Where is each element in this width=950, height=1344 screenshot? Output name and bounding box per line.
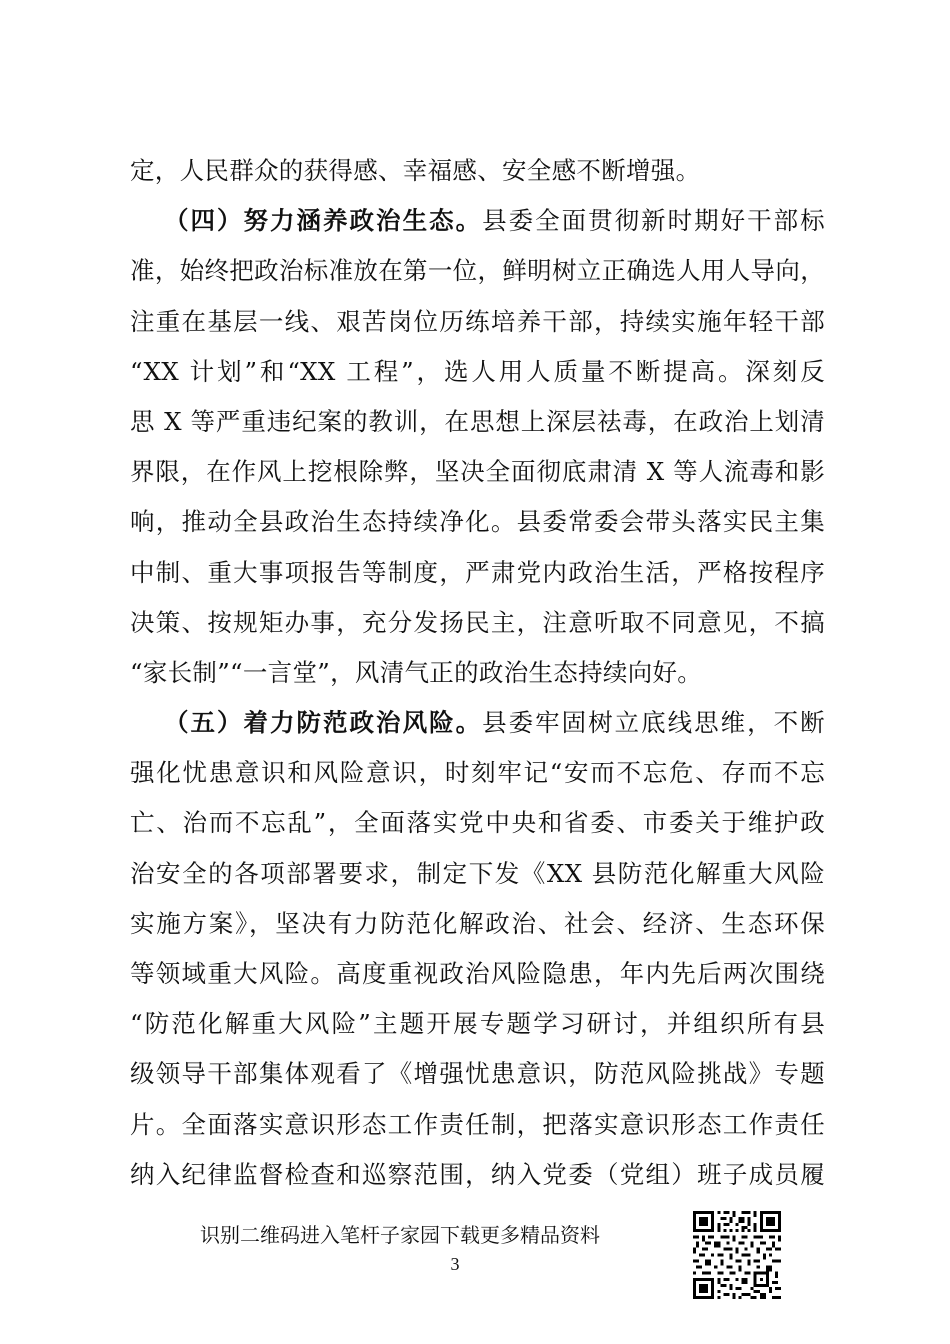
paragraph-line: 决策、按规矩办事，充分发扬民主，注意听取不同意见，不搞 <box>130 607 825 637</box>
paragraph-line-text: 县委牢固树立底线思维，不断 <box>482 708 825 738</box>
paragraph-line: 思 X 等严重违纪案的教训，在思想上深层祛毒，在政治上划清 <box>130 406 825 436</box>
paragraph-line: 等领域重大风险。高度重视政治风险隐患，年内先后两次围绕 <box>130 959 825 988</box>
paragraph-line: 治安全的各项部署要求，制定下发《XX 县防范化解重大风险 <box>130 858 825 888</box>
paragraph-line: 注重在基层一线、艰苦岗位历练培养干部，持续实施年轻干部 <box>130 306 825 336</box>
paragraph-line-text: 县委全面贯彻新时期好干部标 <box>482 206 825 236</box>
section-heading-line <box>130 698 825 748</box>
paragraph-line: 定，人民群众的获得感、幸福感、安全感不断增强。 <box>130 156 701 185</box>
paragraph-line: 实施方案》，坚决有力防范化解政治、社会、经济、生态环保 <box>130 908 825 938</box>
qr-code-icon[interactable] <box>693 1211 781 1299</box>
paragraph-line: “家长制”“一言堂”，风清气正的政治生态持续向好。 <box>130 657 703 687</box>
paragraph-line: 片。全面落实意识形态工作责任制，把落实意识形态工作责任 <box>130 1109 825 1139</box>
paragraph-line: 响，推动全县政治生态持续净化。县委常委会带头落实民主集 <box>130 507 825 537</box>
paragraph-line: 亡、治而不忘乱”，全面落实党中央和省委、市委关于维护政 <box>130 808 825 838</box>
page-number: 3 <box>450 1254 460 1274</box>
download-promo-text: 识别二维码进入笔杆子家园下载更多精品资料 <box>200 1223 600 1247</box>
paragraph-line: 界限，在作风上挖根除弊，坚决全面彻底肃清 X 等人流毒和影 <box>130 457 825 487</box>
section-heading: （四）努力涵养政治生态。 <box>164 206 483 236</box>
paragraph-line: 中制、重大事项报告等制度，严肃党内政治生活，严格按程序 <box>130 557 825 587</box>
paragraph-line: 强化忧患意识和风险意识，时刻牢记“安而不忘危、存而不忘 <box>130 758 825 788</box>
body-text <box>130 146 825 1200</box>
section-heading: （五）着力防范政治风险。 <box>164 708 483 738</box>
paragraph-line: 准，始终把政治标准放在第一位，鲜明树立正确选人用人导向， <box>130 256 825 286</box>
paragraph-line: “防范化解重大风险”主题开展专题学习研讨，并组织所有县 <box>130 1009 825 1039</box>
paragraph-line: “XX 计划”和“XX 工程”，选人用人质量不断提高。深刻反 <box>130 356 825 386</box>
paragraph-line: 纳入纪律监督检查和巡察范围，纳入党委（党组）班子成员履 <box>130 1159 825 1189</box>
section-heading-line <box>130 196 825 246</box>
paragraph-line: 级领导干部集体观看了《增强忧患意识，防范风险挑战》专题 <box>130 1059 825 1089</box>
